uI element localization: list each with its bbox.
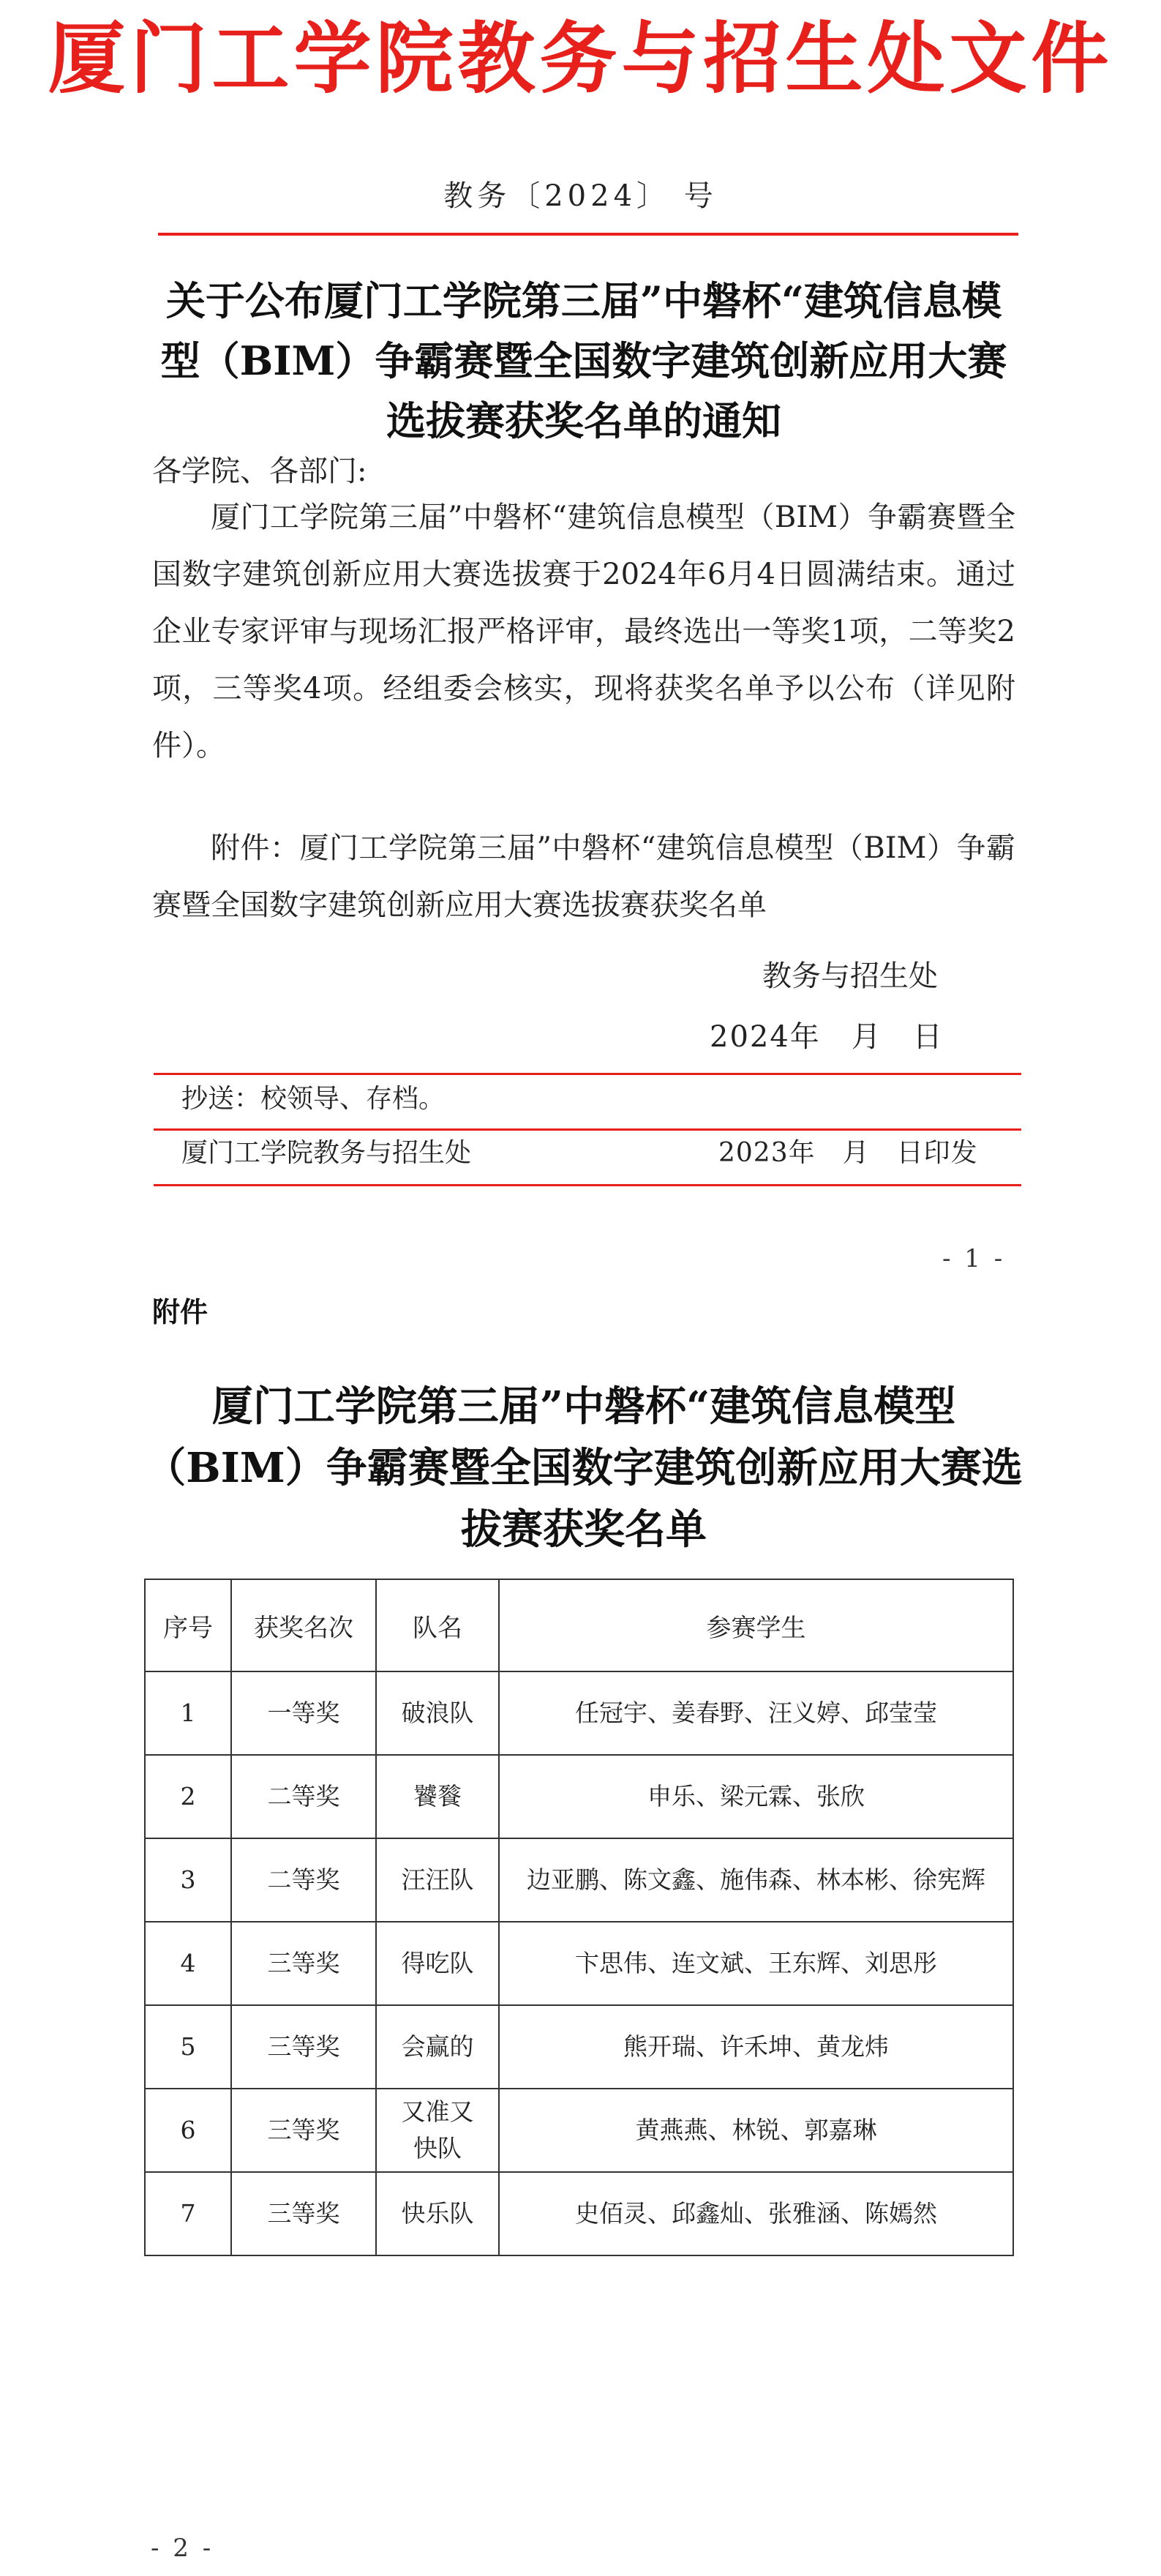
page-number-1: - 1 -	[942, 1244, 1006, 1273]
document-number: 教务〔2024〕 号	[443, 179, 718, 213]
cell-award: 一等奖	[231, 1671, 376, 1755]
header-award: 获奖名次	[231, 1579, 376, 1671]
page-number-2: - 2 -	[151, 2534, 214, 2563]
cell-number: 7	[145, 2172, 231, 2255]
cell-number: 6	[145, 2089, 231, 2172]
cell-students: 史佰灵、邱鑫灿、张雅涵、陈嫣然	[499, 2172, 1013, 2255]
notice-body-paragraph: 厦门工学院第三届”中磐杯“建筑信息模型（BIM）争霸赛暨全国数字建筑创新应用大赛选拔赛于2024年6月4日圆满结束。通过企业专家评审与现场汇报严格评审，最终选出一等奖1项，二等奖2项，三等奖4项。经组委会核实，现将获奖名单予以公布（详见附件）。	[152, 501, 1015, 763]
cell-team: 会赢的	[376, 2005, 499, 2089]
cell-award: 二等奖	[231, 1838, 376, 1922]
header-team: 队名	[376, 1579, 499, 1671]
cc-line: 抄送：校领导、存档。	[181, 1084, 446, 1114]
signature-department: 教务与招生处	[762, 959, 938, 993]
table-row	[145, 1922, 1013, 2005]
table-row	[145, 1671, 1013, 1755]
letterhead-title: 厦门工学院教务与招生处文件	[48, 12, 1113, 104]
table-row	[145, 1755, 1013, 1838]
table-row	[145, 2005, 1013, 2089]
cell-students: 边亚鹏、陈文鑫、施伟森、林本彬、徐宪辉	[499, 1838, 1013, 1922]
cell-team: 又准又快队	[376, 2089, 499, 2172]
cell-team: 饕餮	[376, 1755, 499, 1838]
cell-students: 任冠宇、姜春野、汪义婷、邱莹莹	[499, 1671, 1013, 1755]
cell-students: 黄燕燕、林锐、郭嘉琳	[499, 2089, 1013, 2172]
award-list-title: 厦门工学院第三届”中磐杯“建筑信息模型（BIM）争霸赛暨全国数字建筑创新应用大赛选拔赛获奖名单	[145, 1382, 1023, 1554]
cell-number: 1	[145, 1671, 231, 1755]
footer-divider-bottom	[154, 1184, 1021, 1186]
header-divider	[158, 233, 1018, 236]
header-number: 序号	[145, 1579, 231, 1671]
print-date: 2023年 月 日印发	[718, 1138, 978, 1168]
cell-team: 破浪队	[376, 1671, 499, 1755]
table-header-row	[145, 1579, 1013, 1671]
cell-students: 熊开瑞、许禾坤、黄龙炜	[499, 2005, 1013, 2089]
cell-students: 申乐、梁元霖、张欣	[499, 1755, 1013, 1838]
table-row	[145, 2172, 1013, 2255]
award-table	[144, 1579, 1014, 2256]
cell-number: 3	[145, 1838, 231, 1922]
cell-number: 4	[145, 1922, 231, 2005]
header-students: 参赛学生	[499, 1579, 1013, 1671]
cell-award: 三等奖	[231, 2172, 376, 2255]
cell-team: 得吃队	[376, 1922, 499, 2005]
cell-award: 三等奖	[231, 2089, 376, 2172]
cell-students: 卞思伟、连文斌、王东辉、刘思彤	[499, 1922, 1013, 2005]
attachment-label: 附件	[152, 1296, 208, 1328]
cell-award: 三等奖	[231, 1922, 376, 2005]
table-row	[145, 1838, 1013, 1922]
cell-team: 快乐队	[376, 2172, 499, 2255]
footer-divider-top	[154, 1073, 1021, 1075]
cell-award: 三等奖	[231, 2005, 376, 2089]
attachment-note: 附件：厦门工学院第三届”中磐杯“建筑信息模型（BIM）争霸赛暨全国数字建筑创新应用大赛选拔赛获奖名单	[152, 831, 1015, 922]
signature-date: 2024年 月 日	[710, 1020, 944, 1054]
table-row	[145, 2089, 1013, 2172]
footer-divider-middle	[154, 1128, 1021, 1131]
cell-team: 汪汪队	[376, 1838, 499, 1922]
notice-title: 关于公布厦门工学院第三届”中磐杯“建筑信息模型（BIM）争霸赛暨全国数字建筑创新应用大赛选拔赛获奖名单的通知	[160, 277, 1007, 444]
cell-number: 2	[145, 1755, 231, 1838]
salutation: 各学院、各部门:	[152, 454, 367, 488]
issuer: 厦门工学院教务与招生处	[181, 1138, 472, 1168]
cell-number: 5	[145, 2005, 231, 2089]
cell-award: 二等奖	[231, 1755, 376, 1838]
